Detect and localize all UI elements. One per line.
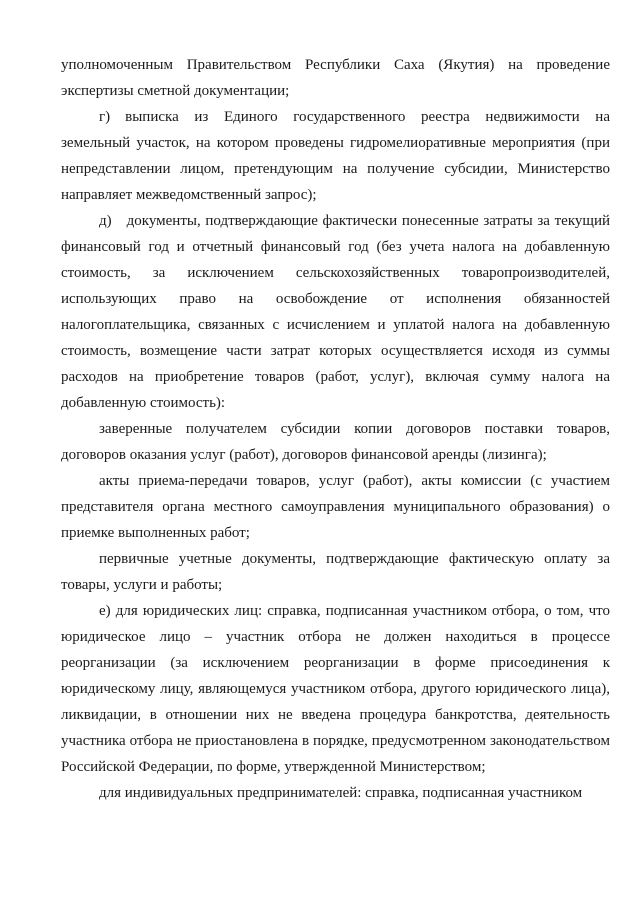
paragraph-individual-entrepreneurs: для индивидуальных предпринимателей: справка, подписанная участником [99,785,583,801]
paragraph-continuation: уполномоченным Правительством Республики Саха (Якутия) на проведение экспертизы сметной документации; [61,57,610,99]
paragraph-item-g: г) выписка из Единого государственного реестра недвижимости на земельный участок, на котором проведены гидромелиоративные мероприятия (при непредставлении лицом, претендующим на получение субсидии, Министерство направляет межведомственный запрос); [61,109,610,203]
document-page [61,52,610,806]
paragraph-item-e: е) для юридических лиц: справка, подписанная участником отбора, о том, что юридическое лицо – участник отбора не должен находиться в процессе реорганизации (за исключением реорганизации в форме присоединения к юридическому лицу, являющемуся участником отбора, другого юридического лица), ликвидации, в отношении них не введена процедура банкротства, деятельность участника отбора не приостановлена в порядке, предусмотренном законодательством Российской Федерации, по форме, утвержденной Министерством; [61,603,610,775]
paragraph-acts: акты приема-передачи товаров, услуг (работ), акты комиссии (с участием представителя органа местного самоуправления муниципального образования) о приемке выполненных работ; [61,473,610,541]
paragraph-contracts: заверенные получателем субсидии копии договоров поставки товаров, договоров оказания услуг (работ), договоров финансовой аренды (лизинга); [61,421,610,463]
paragraph-item-d: д) документы, подтверждающие фактически понесенные затраты за текущий финансовый год и отчетный финансовый год (без учета налога на добавленную стоимость, за исключением сельскохозяйственных товаропроизводителей, использующих право на освобождение от исполнения обязанностей налогоплательщика, связанных с исчислением и уплатой налога на добавленную стоимость, возмещение части затрат которых осуществляется исходя из суммы расходов на приобретение товаров (работ, услуг), включая сумму налога на добавленную стоимость): [61,213,610,411]
paragraph-primary-documents: первичные учетные документы, подтверждающие фактическую оплату за товары, услуги и работы; [61,551,610,593]
